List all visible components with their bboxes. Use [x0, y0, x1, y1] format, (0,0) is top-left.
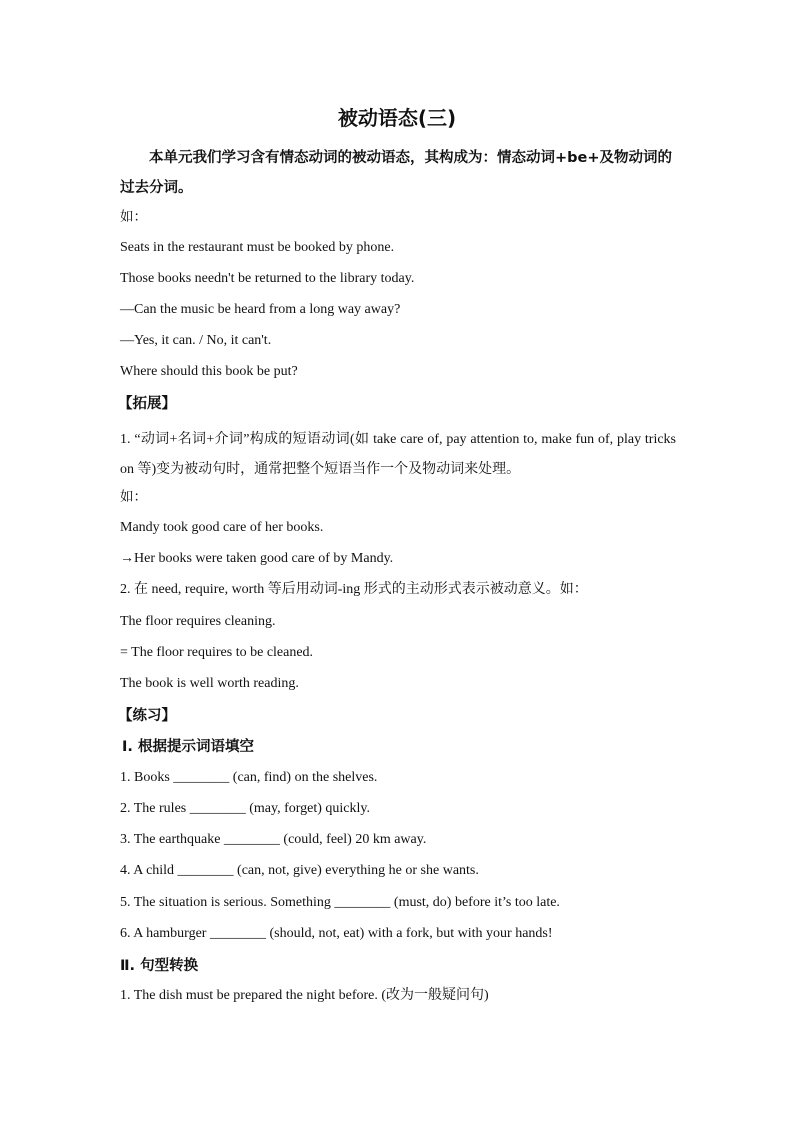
page-title: 被动语态(三): [337, 106, 457, 130]
section1-title: Ⅰ. 根据提示词语填空: [122, 739, 254, 755]
example-sentence: = The floor requires to be cleaned.: [120, 645, 314, 660]
example-sentence: Those books needn't be returned to the library today.: [120, 271, 415, 286]
example-sentence: —Can the music be heard from a long way away?: [120, 302, 401, 317]
exercise-item: 6. A hamburger ________ (should, not, eat) with a fork, but with your hands!: [120, 926, 553, 941]
extension-heading: 【拓展】: [118, 396, 176, 412]
exercise-item: 3. The earthquake ________ (could, feel) 20 km away.: [120, 832, 427, 847]
example-sentence: Where should this book be put?: [120, 364, 298, 379]
exercise-item: 1. The dish must be prepared the night before. (改为一般疑问句): [120, 988, 489, 1003]
example-sentence: The floor requires cleaning.: [120, 614, 276, 629]
exercise-item: 4. A child ________ (can, not, give) everything he or she wants.: [120, 863, 479, 878]
intro-paragraph: 本单元我们学习含有情态动词的被动语态，其构成为：情态动词+be+及物动词的过去分词。: [120, 150, 673, 196]
practice-heading: 【练习】: [118, 708, 176, 724]
extension-point-1: 1. “动词+名词+介词”构成的短语动词(如 take care of, pay attention to, make fun of, play tricks on 等)变为被动句时，通常把整个短语当作一个及物动词来处理。: [120, 432, 676, 477]
example-sentence: Seats in the restaurant must be booked by phone.: [120, 240, 395, 255]
example-sentence: Mandy took good care of her books.: [120, 520, 324, 535]
section2-title: Ⅱ. 句型转换: [120, 958, 199, 974]
example-sentence: The book is well worth reading.: [120, 676, 299, 691]
exercise-item: 5. The situation is serious. Something ________ (must, do) before it’s too late.: [120, 895, 560, 910]
extension-point-2: 2. 在 need, require, worth 等后用动词-ing 形式的主动形式表示被动意义。如：: [120, 582, 588, 597]
exercise-item: 1. Books ________ (can, find) on the shelves.: [120, 770, 378, 785]
exercise-item: 2. The rules ________ (may, forget) quickly.: [120, 801, 371, 816]
example-sentence: —Yes, it can. / No, it can't.: [120, 333, 272, 348]
examples-label: 如：: [120, 209, 147, 225]
example-sentence: →Her books were taken good care of by Mandy.: [120, 551, 394, 566]
extension-point-1-label: 如：: [120, 489, 147, 505]
